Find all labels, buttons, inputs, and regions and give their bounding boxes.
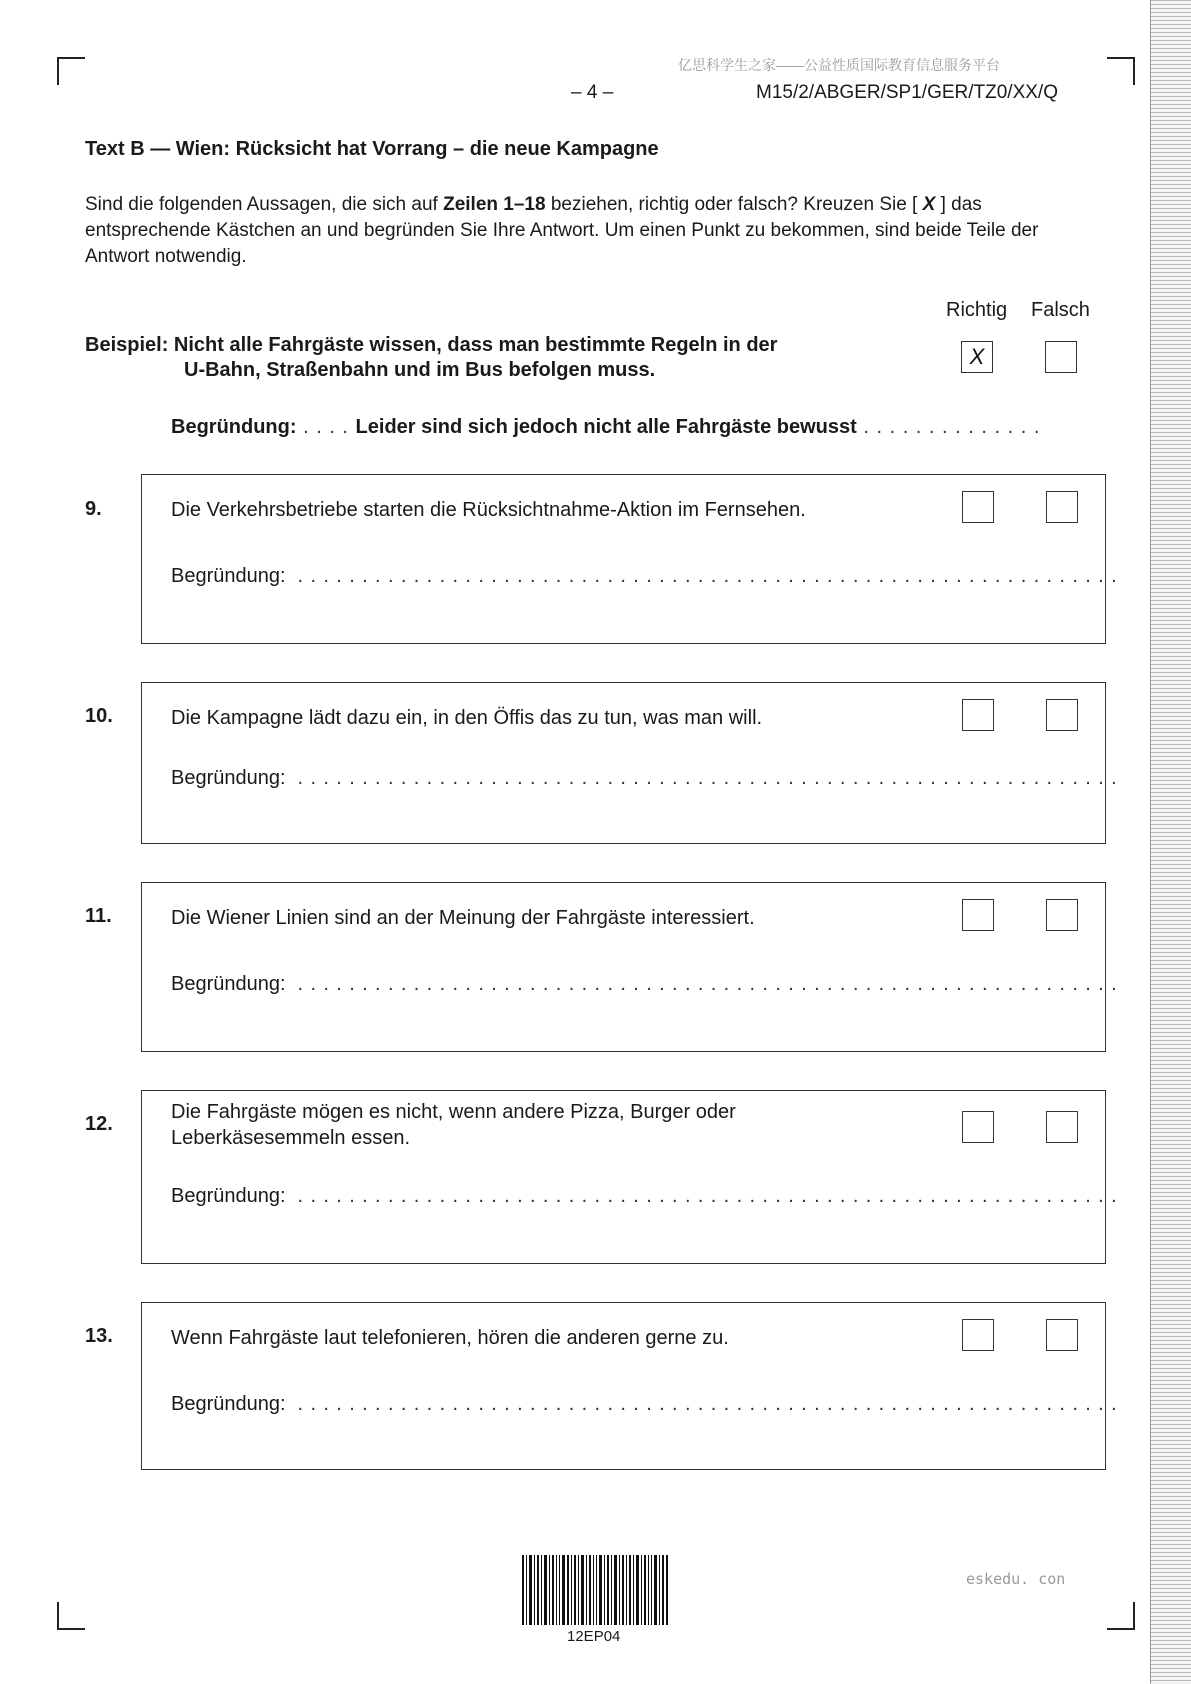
reason-dots: . . . . . . . . . . . . . . . . . . . . . . . . . . . . . . . . . . . . . . . . . . . . . . . . . . . . . . . . . . . . . . . . xyxy=(297,1185,1118,1207)
question-text: Die Fahrgäste mögen es nicht, wenn andere Pizza, Burger oder Leberkäsesemmeln essen. xyxy=(171,1101,736,1149)
example-reason-lead: . . . . xyxy=(296,416,356,438)
reason-label: Begründung: xyxy=(171,973,286,995)
question-text: Die Wiener Linien sind an der Meinung der Fahrgäste interessiert. xyxy=(171,907,755,929)
reason-label: Begründung: xyxy=(171,1393,286,1415)
reason-line[interactable] xyxy=(171,565,1118,588)
richtig-checkbox[interactable] xyxy=(962,491,994,523)
question-number: 11. xyxy=(85,905,112,927)
example-reason-label: Begründung: xyxy=(171,416,297,438)
reason-dots: . . . . . . . . . . . . . . . . . . . . . . . . . . . . . . . . . . . . . . . . . . . . . . . . . . . . . . . . . . . . . . . . xyxy=(297,565,1118,587)
richtig-checkbox[interactable] xyxy=(962,1111,994,1143)
falsch-checkbox[interactable] xyxy=(1046,899,1078,931)
watermark: 亿思科学生之家——公益性质国际教育信息服务平台 xyxy=(678,57,1000,73)
example-richtig-checkbox[interactable] xyxy=(961,341,993,373)
question-number: 10. xyxy=(85,705,113,727)
falsch-checkbox[interactable] xyxy=(1046,699,1078,731)
instruction-bold: Zeilen 1–18 xyxy=(443,194,546,215)
exam-code: M15/2/ABGER/SP1/GER/TZ0/XX/Q xyxy=(756,82,1058,103)
question-text: Die Verkehrsbetriebe starten die Rücksichtnahme-Aktion im Fernsehen. xyxy=(171,499,806,521)
question-number: 12. xyxy=(85,1113,113,1135)
question-box-10 xyxy=(141,682,1118,844)
question-box-13 xyxy=(141,1302,1118,1470)
barcode xyxy=(522,1555,668,1625)
example-line1: Nicht alle Fahrgäste wissen, dass man bestimmte Regeln in der xyxy=(173,334,778,356)
example-line2: U-Bahn, Straßenbahn und im Bus befolgen muss. xyxy=(184,359,656,381)
question-box-12 xyxy=(141,1090,1118,1264)
reason-dots: . . . . . . . . . . . . . . . . . . . . . . . . . . . . . . . . . . . . . . . . . . . . . . . . . . . . . . . . . . . . . . . . xyxy=(297,1393,1118,1415)
richtig-checkbox[interactable] xyxy=(962,1319,994,1351)
question-number: 13. xyxy=(85,1325,113,1347)
reason-label: Begründung: xyxy=(171,1185,286,1207)
falsch-checkbox[interactable] xyxy=(1046,1319,1078,1351)
binding-strip xyxy=(1150,0,1191,1684)
example-reason xyxy=(171,416,1040,439)
example-x-mark: X xyxy=(969,344,985,369)
crop-mark-bottom-right xyxy=(1107,1602,1135,1630)
example-falsch-checkbox[interactable] xyxy=(1045,341,1077,373)
column-falsch: Falsch xyxy=(1031,299,1090,321)
question-box-11 xyxy=(141,882,1118,1052)
crop-mark-bottom-left xyxy=(57,1602,85,1630)
question-text: Wenn Fahrgäste laut telefonieren, hören die anderen gerne zu. xyxy=(171,1327,729,1349)
example-statement xyxy=(85,332,777,359)
crop-mark-top-left xyxy=(57,57,85,85)
site-watermark: eskedu. con xyxy=(966,1570,1066,1588)
example-label: Beispiel: xyxy=(85,334,169,356)
reason-line[interactable] xyxy=(171,1185,1118,1208)
barcode-label: 12EP04 xyxy=(567,1628,621,1645)
crop-mark-top-right xyxy=(1107,57,1135,85)
example-reason-trail: . . . . . . . . . . . . . . xyxy=(856,416,1041,438)
instructions xyxy=(85,192,1100,270)
page-number: – 4 – xyxy=(571,82,614,103)
reason-line[interactable] xyxy=(171,1393,1118,1416)
question-number: 9. xyxy=(85,498,102,520)
reason-label: Begründung: xyxy=(171,767,286,789)
question-box-9 xyxy=(141,474,1118,644)
reason-dots: . . . . . . . . . . . . . . . . . . . . . . . . . . . . . . . . . . . . . . . . . . . . . . . . . . . . . . . . . . . . . . . . xyxy=(297,767,1118,789)
richtig-checkbox[interactable] xyxy=(962,699,994,731)
reason-dots: . . . . . . . . . . . . . . . . . . . . . . . . . . . . . . . . . . . . . . . . . . . . . . . . . . . . . . . . . . . . . . . . xyxy=(297,973,1118,995)
falsch-checkbox[interactable] xyxy=(1046,1111,1078,1143)
instruction-part2: beziehen, richtig oder falsch? Kreuzen Sie [ xyxy=(545,194,923,215)
richtig-checkbox[interactable] xyxy=(962,899,994,931)
question-text: Die Kampagne lädt dazu ein, in den Öffis das zu tun, was man will. xyxy=(171,707,763,729)
instruction-mark: X xyxy=(922,194,936,215)
column-richtig: Richtig xyxy=(946,299,1008,321)
falsch-checkbox[interactable] xyxy=(1046,491,1078,523)
instruction-part1: Sind die folgenden Aussagen, die sich auf xyxy=(85,194,444,215)
reason-line[interactable] xyxy=(171,767,1118,790)
section-title: Text B — Wien: Rücksicht hat Vorrang – die neue Kampagne xyxy=(85,138,659,160)
reason-line[interactable] xyxy=(171,973,1118,996)
example-reason-answer: Leider sind sich jedoch nicht alle Fahrgäste bewusst xyxy=(355,416,857,438)
reason-label: Begründung: xyxy=(171,565,286,587)
instruction-part3: ] das entsprechende Kästchen an und begründen Sie Ihre Antwort. Um einen Punkt zu bekommen, sind beide Teile der Antwort notwendig. xyxy=(85,194,1039,267)
